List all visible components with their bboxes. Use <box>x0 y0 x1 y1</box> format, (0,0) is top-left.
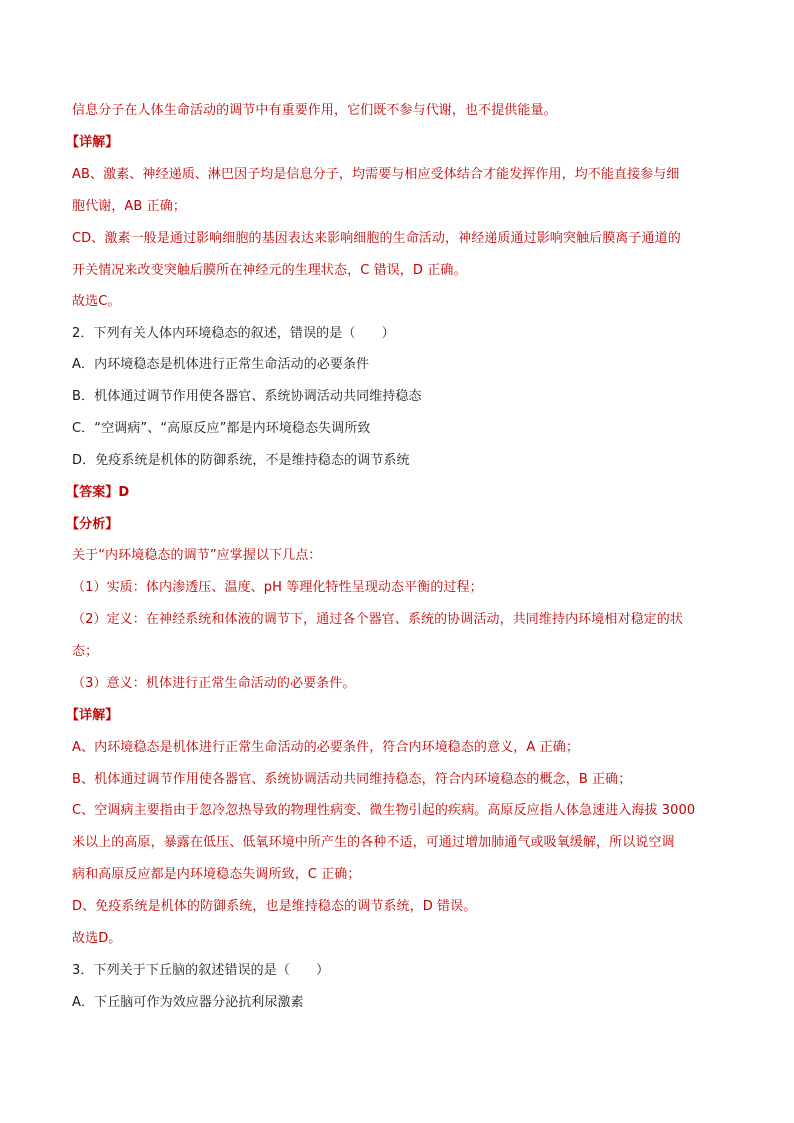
section-heading-analysis: 【分析】 <box>66 517 119 532</box>
paragraph: C、空调病主要指由于忽冷忽热导致的物理性病变、微生物引起的疾病。高原反应指人体急速进入海拔 3000 <box>72 803 696 818</box>
section-heading-detail: 【详解】 <box>66 135 119 150</box>
paragraph: 米以上的高原，暴露在低压、低氧环境中所产生的各种不适，可通过增加肺通气或吸氧缓解，所以说空调 <box>72 835 675 850</box>
paragraph: 态； <box>72 644 99 659</box>
paragraph: （1）实质：体内渗透压、温度、pH 等理化特性呈现动态平衡的过程； <box>72 580 483 595</box>
option-b: B．机体通过调节作用使各器官、系统协调活动共同维持稳态 <box>72 389 422 404</box>
paragraph: 病和高原反应都是内环境稳态失调所致，C 正确； <box>72 867 361 882</box>
paragraph: 故选D。 <box>72 931 122 946</box>
paragraph: 信息分子在人体生命活动的调节中有重要作用，它们既不参与代谢，也不提供能量。 <box>72 103 557 118</box>
paragraph: 关于“内环境稳态的调节”应掌握以下几点： <box>72 548 322 563</box>
paragraph: 故选C。 <box>72 294 121 309</box>
paragraph: A、内环境稳态是机体进行正常生命活动的必要条件，符合内环境稳态的意义，A 正确； <box>72 740 579 755</box>
option-d: D．免疫系统是机体的防御系统，不是维持稳态的调节系统 <box>72 453 410 468</box>
question-3: 3．下列关于下丘脑的叙述错误的是（ ） <box>72 963 330 978</box>
paragraph: 开关情况来改变突触后膜所在神经元的生理状态，C 错误，D 正确。 <box>72 263 467 278</box>
option-a: A．内环境稳态是机体进行正常生命活动的必要条件 <box>72 357 370 372</box>
paragraph: AB、激素、神经递质、淋巴因子均是信息分子，均需要与相应受体结合才能发挥作用，均不能直接参与细 <box>72 167 680 182</box>
paragraph: 胞代谢，AB 正确； <box>72 199 186 214</box>
section-heading-detail: 【详解】 <box>66 708 119 723</box>
option-a: A．下丘脑可作为效应器分泌抗利尿激素 <box>72 995 304 1010</box>
paragraph: （3）意义：机体进行正常生命活动的必要条件。 <box>72 676 356 691</box>
question-2: 2．下列有关人体内环境稳态的叙述，错误的是（ ） <box>72 326 395 341</box>
answer-label: 【答案】D <box>66 485 130 500</box>
paragraph: （2）定义：在神经系统和体液的调节下，通过各个器官、系统的协调活动，共同维持内环境相对稳定的状 <box>72 612 683 627</box>
option-c: C．“空调病”、“高原反应”都是内环境稳态失调所致 <box>72 421 371 436</box>
paragraph: D、免疫系统是机体的防御系统，也是维持稳态的调节系统，D 错误。 <box>72 899 477 914</box>
paragraph: CD、激素一般是通过影响细胞的基因表达来影响细胞的生命活动，神经递质通过影响突触后膜离子通道的 <box>72 231 681 246</box>
paragraph: B、机体通过调节作用使各器官、系统协调活动共同维持稳态，符合内环境稳态的概念，B 正确； <box>72 772 632 787</box>
